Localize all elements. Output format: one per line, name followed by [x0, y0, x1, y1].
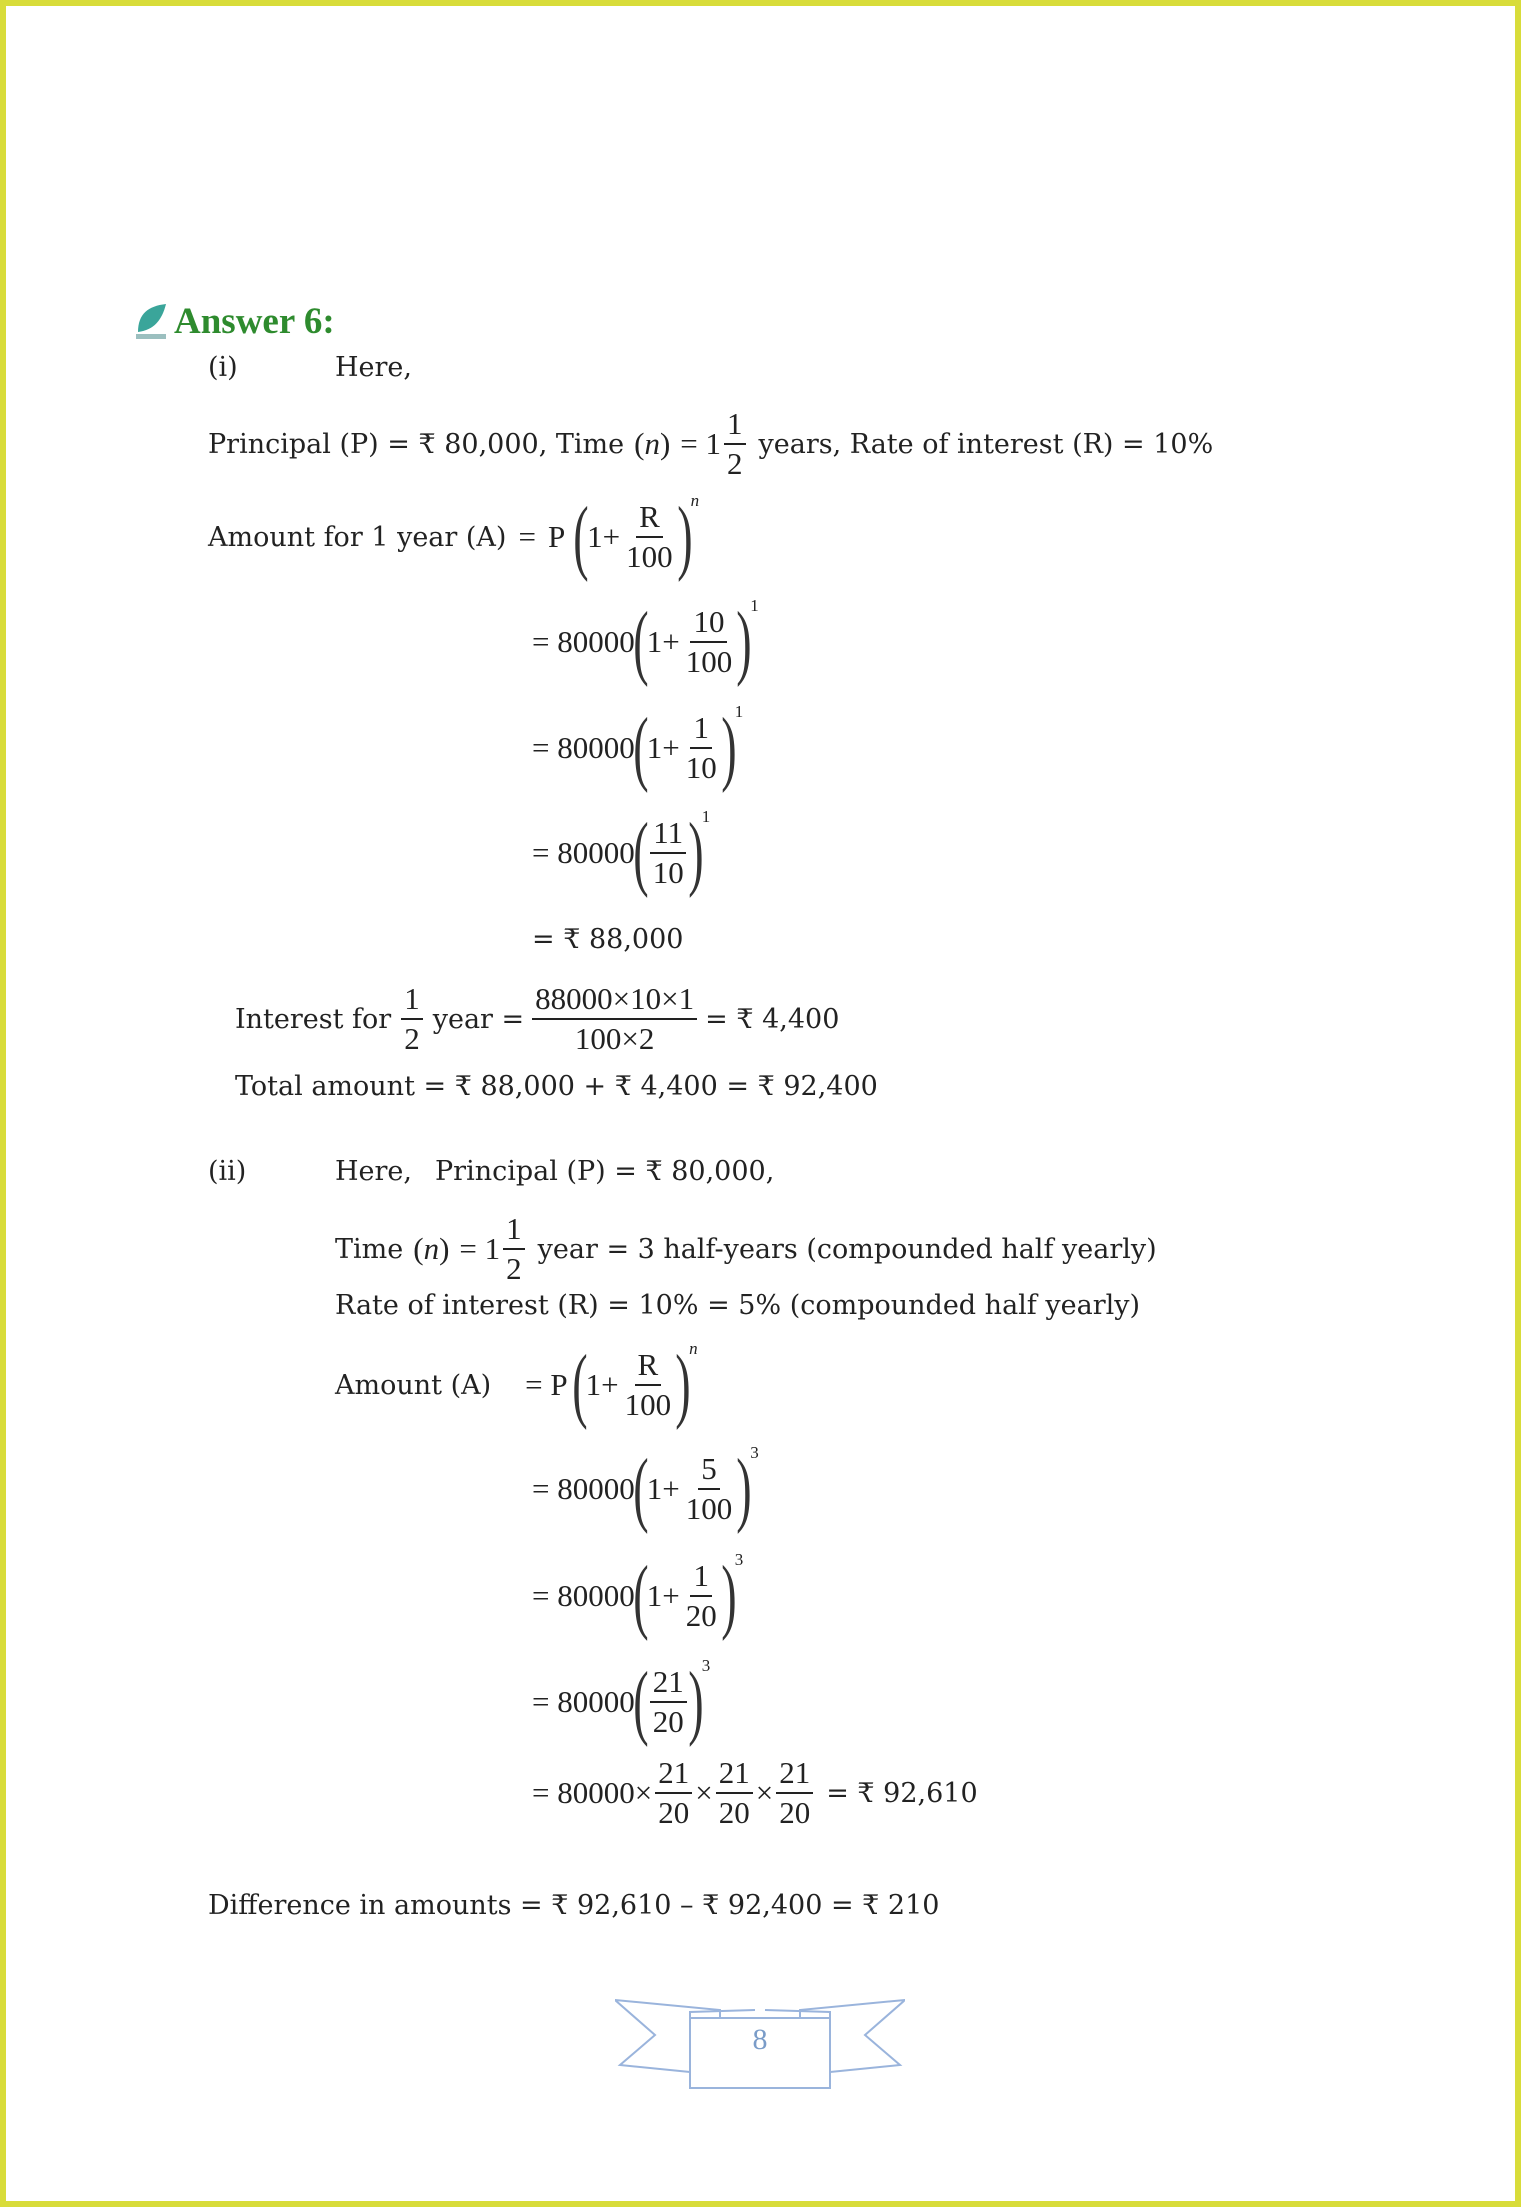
half-fraction: $\frac{1}{2}$: [724, 405, 746, 483]
half-fraction: $\frac{1}{2}$: [401, 980, 423, 1058]
step-ii-3: = 80000 ( $\frac{21}{20}$ ) 3: [532, 1655, 711, 1748]
exponent: 1: [701, 807, 711, 826]
exponent: n: [690, 491, 700, 510]
part-i-here: Here,: [335, 352, 412, 383]
exponent: n: [689, 1339, 698, 1358]
exponent: 3: [734, 1550, 744, 1569]
r-fraction: $\frac{R}{100}$: [626, 499, 673, 574]
step-prefix: = 80000: [532, 1578, 635, 1613]
fraction: $\frac{21}{20}$: [716, 1754, 753, 1832]
p-var: P: [547, 519, 566, 554]
n-var: (n): [413, 1231, 450, 1266]
logo-leaf-icon: [134, 302, 168, 340]
one-plus: 1+: [646, 730, 680, 765]
interest-result: = ₹ 4,400: [705, 1003, 840, 1035]
one-plus: 1+: [585, 1367, 619, 1402]
fraction: $\frac{11}{10}$: [650, 814, 687, 892]
eq: = 1: [680, 426, 721, 461]
page-number: 8: [752, 2023, 768, 2056]
total-amount: Total amount = ₹ 88,000 + ₹ 4,400 = ₹ 92,400: [235, 1071, 878, 1102]
amount-label: Amount for 1 year (A): [208, 521, 507, 553]
exponent: 3: [750, 1443, 759, 1462]
times: ×: [755, 1775, 774, 1810]
amount-label: Amount (A): [335, 1369, 492, 1401]
step-ii-1: = 80000 ( 1+ $\frac{5}{100}$ ) 3: [532, 1442, 759, 1535]
fraction: $\frac{21}{20}$: [655, 1754, 692, 1832]
difference-line: Difference in amounts = ₹ 92,610 – ₹ 92,400 = ₹ 210: [208, 1890, 940, 1921]
step-prefix: = 80000×: [532, 1775, 653, 1810]
step-1: = 80000 ( 1+ $\frac{10}{100}$ ) 1: [532, 595, 759, 688]
exponent: 3: [701, 1656, 711, 1675]
step-3: = 80000 ( $\frac{11}{10}$ ) 1: [532, 806, 711, 899]
step-result: = ₹ 92,610: [826, 1777, 978, 1809]
fraction: $\frac{21}{20}$: [650, 1663, 687, 1741]
step-ii-2: = 80000 ( 1+ $\frac{1}{20}$ ) 3: [532, 1549, 744, 1642]
step-prefix: = 80000: [532, 730, 635, 765]
part-ii-time: [335, 1210, 1157, 1288]
one-plus: 1+: [646, 1471, 680, 1506]
part-i-label: (i): [208, 352, 238, 383]
interest-label: Interest for: [235, 1003, 392, 1035]
times: ×: [695, 1775, 713, 1810]
one-plus: 1+: [587, 519, 621, 554]
eq-p: = P: [525, 1367, 568, 1402]
step-prefix: = 80000: [532, 1471, 635, 1506]
half-fraction: $\frac{1}{2}$: [503, 1210, 525, 1288]
part-ii-here: Here,: [335, 1156, 412, 1187]
fraction: $\frac{21}{20}$: [776, 1754, 813, 1832]
amount-formula: Amount for 1 year (A) = P ( 1+ $\frac{R}{100}$ ) n: [208, 490, 700, 583]
step-prefix: = 80000: [532, 835, 635, 870]
fraction: $\frac{10}{100}$: [685, 604, 733, 679]
fraction: $\frac{5}{100}$: [685, 1451, 733, 1526]
n-var: (n): [634, 426, 671, 461]
time-text: year = 3 half-years (compounded half yearly): [537, 1233, 1157, 1265]
page-number-banner: [615, 1990, 905, 2090]
one-plus: 1+: [646, 624, 680, 659]
exponent: 1: [734, 702, 744, 721]
step-ii-4: [532, 1754, 978, 1832]
step-2: = 80000 ( 1+ $\frac{1}{10}$ ) 1: [532, 701, 744, 794]
part-i-given: [208, 405, 1213, 483]
fraction: $\frac{1}{20}$: [685, 1558, 717, 1633]
interest-eq: year =: [432, 1003, 525, 1035]
r-fraction: $\frac{R}{100}$: [624, 1347, 672, 1422]
given-text: Principal (P) = ₹ 80,000, Time: [208, 428, 625, 460]
fraction: $\frac{1}{10}$: [685, 710, 717, 785]
part-ii-rate: Rate of interest (R) = 10% = 5% (compounded half yearly): [335, 1290, 1141, 1321]
result-88000: = ₹ 88,000: [532, 924, 684, 955]
time-label: Time: [335, 1233, 404, 1265]
interest-half-year: [235, 980, 839, 1058]
exponent: 1: [750, 596, 759, 615]
part-ii-label: (ii): [208, 1156, 247, 1187]
interest-fraction: $\frac{88000\times 10\times 1}{100\times 2}$: [532, 980, 697, 1058]
one-plus: 1+: [646, 1578, 680, 1613]
eq: = 1: [459, 1231, 501, 1266]
amount-formula-ii: Amount (A) = P ( 1+ $\frac{R}{100}$ ) n: [335, 1338, 698, 1431]
eq: =: [518, 519, 536, 554]
part-ii-principal: Principal (P) = ₹ 80,000,: [435, 1156, 775, 1187]
step-prefix: = 80000: [532, 1684, 635, 1719]
step-prefix: = 80000: [532, 624, 635, 659]
answer-title: Answer 6:: [174, 301, 335, 342]
given-text-2: years, Rate of interest (R) = 10%: [758, 428, 1214, 460]
